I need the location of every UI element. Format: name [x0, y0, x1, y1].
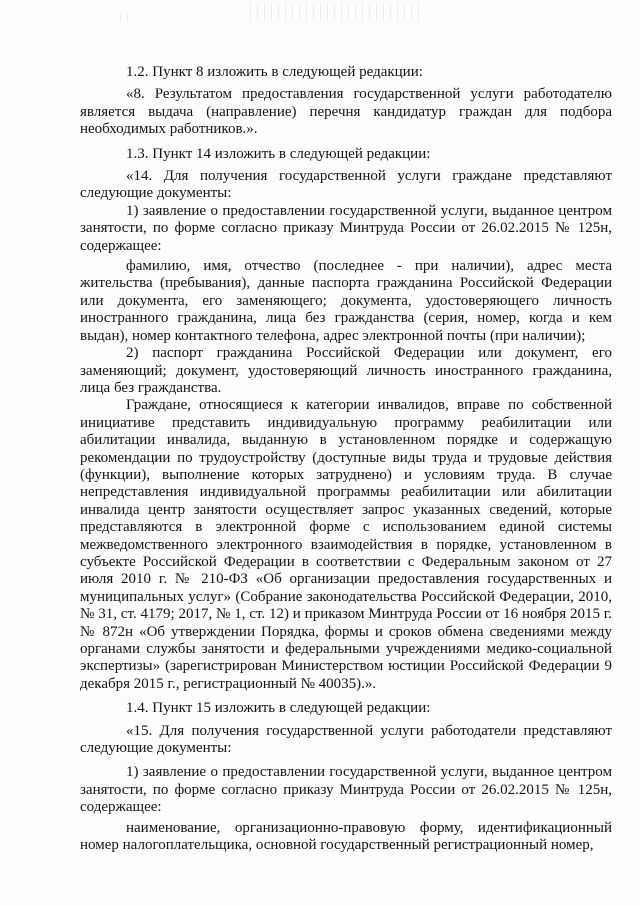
paragraph-passport: 2) паспорт гражданина Российской Федерации или документ, его заменяющий; документ, удостоверяющий личность иностранного гражданина, лица без гражданства.	[80, 345, 612, 396]
paragraph-item-14: «14. Для получения государственной услуги граждане представляют следующие документы:	[80, 168, 612, 202]
paragraph-item-15: «15. Для получения государственной услуги работодатели представляют следующие документы:	[80, 722, 612, 757]
paragraph-application-citizens: 1) заявление о предоставлении государственной услуги, выданное центром занятости, по форме согласно приказу Минтруда России от 26.02.2015 № 125н, содержащее:	[80, 202, 612, 254]
paragraph-employer-details: наименование, организационно-правовую форму, идентификационный номер налогоплательщика, основной государственный регистрационный номер,	[80, 819, 612, 854]
document-body	[80, 58, 612, 854]
section-heading-1-2: 1.2. Пункт 8 изложить в следующей редакции:	[126, 64, 423, 80]
section-heading-1-3: 1.3. Пункт 14 изложить в следующей редакции:	[126, 145, 431, 162]
scan-artifact	[250, 4, 420, 20]
scan-artifact-mark	[120, 14, 134, 22]
section-heading-1-4: 1.4. Пункт 15 изложить в следующей редакции:	[126, 700, 431, 717]
paragraph-application-employers: 1) заявление о предоставлении государственной услуги, выданное центром занятости, по форме согласно приказу Минтруда России от 26.02.2015 № 125н, содержащее:	[80, 764, 612, 816]
paragraph-citizen-details: фамилию, имя, отчество (последнее - при наличии), адрес места жительства (пребывания), данные паспорта гражданина Российской Федерации или документа, его заменяющего; документа, удостоверяющего личность иностранного гражданина, лица без гражданства (серия, номер, когда и кем выдан), номер контактного телефона, адрес электронной почты (при наличии);	[80, 258, 612, 344]
paragraph-disabled-citizens: Граждане, относящиеся к категории инвалидов, вправе по собственной инициативе представить индивидуальную программу реабилитации или абилитации инвалида, выданную в установленном порядке и содержащую рекомендации по трудоустройству (доступные виды труда и трудовые действия (функции), выполнение которых затруднено) и условиям труда. В случае непредставления индивидуальной программы реабилитации или абилитации инвалида центр занятости осуществляет запрос указанных сведений, которые представляются в электронной форме с использованием единой системы межведомственного электронного взаимодействия в порядке, установленном в субъекте Российской Федерации в соответствии с Федеральным законом от 27 июля 2010 г. № 210-ФЗ «Об организации предоставления государственных и муниципальных услуг» (Собрание законодательства Российской Федерации, 2010, № 31, ст. 4179; 2017, № 1, ст. 12) и приказом Минтруда России от 16 ноября 2015 г. № 872н «Об утверждении Порядка, формы и сроков обмена сведениями между органами службы занятости и федеральными учреждениями медико-социальной экспертизы» (зарегистрирован Министерством юстиции Российской Федерации 9 декабря 2015 г., регистрационный № 40035).».	[80, 397, 612, 692]
paragraph-item-8: «8. Результатом предоставления государственной услуги работодателю является выдача (направление) перечня кандидатур граждан для подбора необходимых работников.».	[80, 86, 612, 138]
